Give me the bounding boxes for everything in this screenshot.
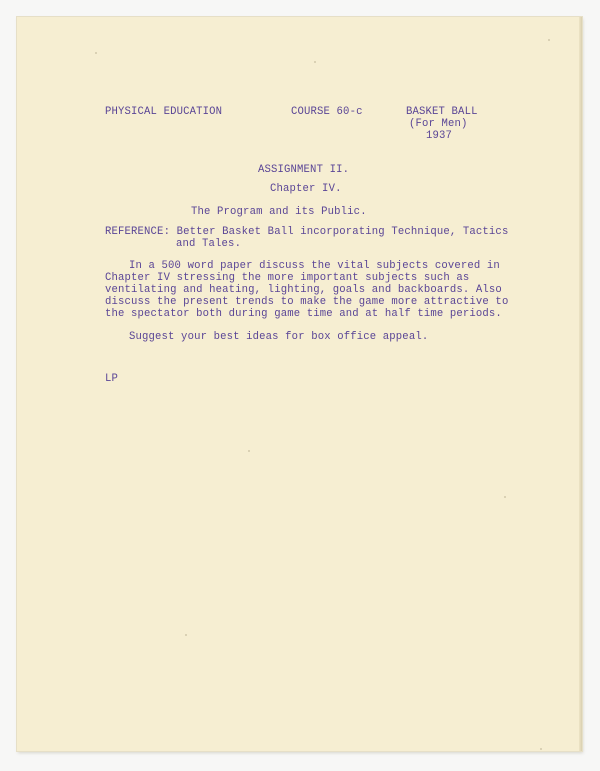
paper-speck xyxy=(548,39,550,41)
reference-line-2: and Tales. xyxy=(176,238,242,250)
course-number: COURSE 60-c xyxy=(291,106,363,118)
year: 1937 xyxy=(426,130,453,142)
paragraph-line-4: discuss the present trends to make the game more attractive to xyxy=(105,296,509,308)
paragraph-line-2: Chapter IV stressing the more important subjects such as xyxy=(105,272,470,284)
paper-speck xyxy=(504,496,506,498)
paragraph-line-3: ventilating and heating, lighting, goals and backboards. Also xyxy=(105,284,502,296)
paper-speck xyxy=(248,450,250,452)
paragraph-line-5: the spectator both during game time and at half time periods. xyxy=(105,308,502,320)
chapter-title: The Program and its Public. xyxy=(191,206,367,218)
suggestion-line: Suggest your best ideas for box office appeal. xyxy=(129,331,429,343)
page-edge-shadow xyxy=(579,17,582,751)
department-heading: PHYSICAL EDUCATION xyxy=(105,106,223,118)
subject-subtitle: (For Men) xyxy=(409,118,468,130)
author-initials: LP xyxy=(105,373,119,385)
paper-speck xyxy=(95,52,97,54)
chapter-number: Chapter IV. xyxy=(270,183,342,195)
subject-title: BASKET BALL xyxy=(406,106,478,118)
document-page xyxy=(17,17,582,751)
assignment-title: ASSIGNMENT II. xyxy=(258,164,350,176)
reference-line-1: REFERENCE: Better Basket Ball incorporating Technique, Tactics xyxy=(105,226,509,238)
paragraph-line-1: In a 500 word paper discuss the vital subjects covered in xyxy=(129,260,500,272)
paper-speck xyxy=(185,634,187,636)
paper-speck xyxy=(314,61,316,63)
paper-speck xyxy=(540,748,542,750)
